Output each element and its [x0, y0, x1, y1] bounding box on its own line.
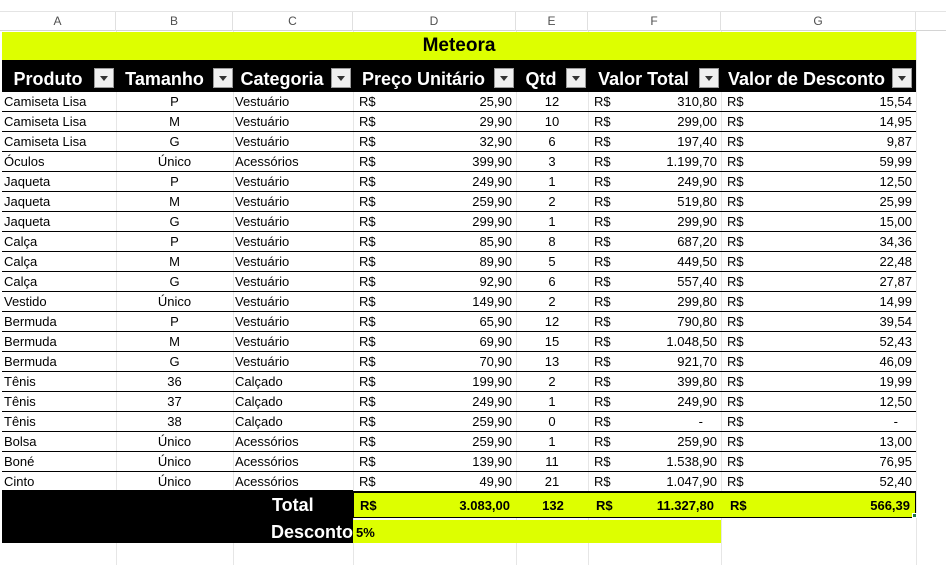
- cell-produto[interactable]: Camiseta Lisa: [4, 134, 87, 149]
- cell-tamanho[interactable]: P: [170, 94, 179, 109]
- table-row: [2, 272, 916, 292]
- cell-produto[interactable]: Boné: [4, 454, 35, 469]
- cell-tamanho[interactable]: Único: [157, 294, 192, 309]
- cell-desconto[interactable]: 12,50: [879, 394, 912, 409]
- cell-qtd[interactable]: 1: [548, 394, 556, 409]
- cell-preco[interactable]: 25,90: [479, 94, 512, 109]
- cell-total-currency[interactable]: R$: [594, 194, 611, 209]
- cell-desconto[interactable]: 9,87: [886, 134, 912, 149]
- filter-dropdown-icon[interactable]: [213, 68, 233, 88]
- cell-desconto-currency[interactable]: R$: [727, 234, 744, 249]
- table-row: [2, 452, 916, 472]
- cell-qtd[interactable]: 11: [545, 454, 559, 469]
- cell-desconto[interactable]: 13,00: [879, 434, 912, 449]
- cell-preco[interactable]: 49,90: [479, 474, 512, 489]
- cell-preco-currency[interactable]: R$: [359, 134, 376, 149]
- cell-tamanho[interactable]: Único: [157, 474, 192, 489]
- total-desconto[interactable]: 566,39: [870, 498, 910, 513]
- cell-qtd[interactable]: 6: [548, 134, 556, 149]
- cell-preco-currency[interactable]: R$: [359, 434, 376, 449]
- table-row: [2, 372, 916, 392]
- total-preco-currency[interactable]: R$: [360, 498, 377, 513]
- column-header-e[interactable]: E: [516, 12, 588, 31]
- cell-total[interactable]: 259,90: [677, 434, 717, 449]
- cell-preco-currency[interactable]: R$: [359, 194, 376, 209]
- cell-total[interactable]: 399,80: [677, 374, 717, 389]
- cell-preco[interactable]: 249,90: [472, 394, 512, 409]
- table-row: [2, 232, 916, 252]
- cell-total-currency[interactable]: R$: [594, 294, 611, 309]
- cell-preco[interactable]: 69,90: [479, 334, 512, 349]
- cell-preco[interactable]: 32,90: [479, 134, 512, 149]
- cell-total[interactable]: 249,90: [677, 394, 717, 409]
- cell-tamanho[interactable]: G: [169, 354, 180, 369]
- cell-desconto-currency[interactable]: R$: [727, 414, 744, 429]
- header-preco[interactable]: Preço Unitário: [361, 69, 486, 89]
- totals-row: [353, 492, 916, 518]
- cell-qtd[interactable]: 12: [544, 314, 560, 329]
- cell-produto[interactable]: Jaqueta: [4, 194, 51, 209]
- cell-preco-currency[interactable]: R$: [359, 474, 376, 489]
- cell-produto[interactable]: Calça: [4, 234, 38, 249]
- cell-qtd[interactable]: 0: [548, 414, 556, 429]
- cell-produto[interactable]: Tênis: [4, 394, 36, 409]
- cell-produto[interactable]: Bermuda: [4, 354, 57, 369]
- cell-produto[interactable]: Cinto: [4, 474, 35, 489]
- cell-produto[interactable]: Bermuda: [4, 314, 57, 329]
- grid-line: [916, 31, 917, 565]
- cell-preco-currency[interactable]: R$: [359, 294, 376, 309]
- cell-desconto-currency[interactable]: R$: [727, 94, 744, 109]
- cell-tamanho[interactable]: G: [169, 214, 180, 229]
- toolbar-strip: [0, 0, 946, 12]
- cell-produto[interactable]: Bermuda: [4, 334, 57, 349]
- cell-qtd[interactable]: 13: [544, 354, 560, 369]
- cell-total[interactable]: 1.048,50: [666, 334, 717, 349]
- cell-desconto-currency[interactable]: R$: [727, 394, 744, 409]
- cell-categoria[interactable]: Acessórios: [235, 154, 299, 169]
- cell-total-currency[interactable]: R$: [594, 174, 611, 189]
- cell-desconto-currency[interactable]: R$: [727, 194, 744, 209]
- cell-produto[interactable]: Camiseta Lisa: [4, 114, 87, 129]
- cell-total-currency[interactable]: R$: [594, 454, 611, 469]
- cell-preco[interactable]: 249,90: [472, 174, 512, 189]
- total-valor-currency[interactable]: R$: [596, 498, 613, 513]
- cell-categoria[interactable]: Vestuário: [235, 114, 290, 129]
- column-header-bar: [0, 12, 946, 31]
- column-header-f[interactable]: F: [588, 12, 721, 31]
- cell-desconto-currency[interactable]: R$: [727, 114, 744, 129]
- cell-total[interactable]: 519,80: [677, 194, 717, 209]
- cell-total[interactable]: 921,70: [677, 354, 717, 369]
- cell-preco-currency[interactable]: R$: [359, 354, 376, 369]
- cell-qtd[interactable]: 2: [548, 194, 556, 209]
- cell-total-currency[interactable]: R$: [594, 114, 611, 129]
- fill-handle[interactable]: [912, 513, 917, 518]
- cell-qtd[interactable]: 10: [544, 114, 560, 129]
- table-row: [2, 192, 916, 212]
- total-qtd[interactable]: 132: [542, 498, 564, 513]
- cell-desconto[interactable]: 59,99: [879, 154, 912, 169]
- cell-total[interactable]: 299,90: [677, 214, 717, 229]
- cell-preco[interactable]: 29,90: [479, 114, 512, 129]
- cell-tamanho[interactable]: M: [169, 194, 180, 209]
- cell-desconto-currency[interactable]: R$: [727, 274, 744, 289]
- cell-produto[interactable]: Vestido: [4, 294, 47, 309]
- cell-total-currency[interactable]: R$: [594, 214, 611, 229]
- table-row: [2, 112, 916, 132]
- header-categoria[interactable]: Categoria: [240, 69, 324, 89]
- cell-categoria[interactable]: Calçado: [235, 394, 283, 409]
- cell-preco[interactable]: 259,90: [472, 434, 512, 449]
- table-row: [2, 172, 916, 192]
- table-row: [2, 132, 916, 152]
- cell-qtd[interactable]: 2: [548, 374, 556, 389]
- cell-tamanho[interactable]: M: [169, 114, 180, 129]
- cell-preco[interactable]: 85,90: [479, 234, 512, 249]
- header-total[interactable]: Valor Total: [598, 69, 689, 89]
- cell-desconto-currency[interactable]: R$: [727, 154, 744, 169]
- table-row: [2, 252, 916, 272]
- column-header-a[interactable]: A: [0, 12, 116, 31]
- cell-preco-currency[interactable]: R$: [359, 274, 376, 289]
- cell-preco-currency[interactable]: R$: [359, 394, 376, 409]
- cell-total-currency[interactable]: R$: [594, 314, 611, 329]
- cell-preco[interactable]: 139,90: [472, 454, 512, 469]
- cell-desconto[interactable]: 34,36: [879, 234, 912, 249]
- cell-qtd[interactable]: 2: [548, 294, 556, 309]
- cell-total[interactable]: 1.199,70: [666, 154, 717, 169]
- cell-total-currency[interactable]: R$: [594, 354, 611, 369]
- cell-tamanho[interactable]: G: [169, 274, 180, 289]
- table-row: [2, 292, 916, 312]
- cell-preco[interactable]: 70,90: [479, 354, 512, 369]
- cell-preco[interactable]: 259,90: [472, 414, 512, 429]
- cell-desconto[interactable]: 52,43: [879, 334, 912, 349]
- cell-tamanho[interactable]: 37: [167, 394, 182, 409]
- cell-produto[interactable]: Jaqueta: [4, 214, 51, 229]
- cell-total[interactable]: 449,50: [677, 254, 717, 269]
- cell-desconto[interactable]: 39,54: [879, 314, 912, 329]
- cell-desconto[interactable]: 12,50: [879, 174, 912, 189]
- cell-total-currency[interactable]: R$: [594, 154, 611, 169]
- cell-tamanho[interactable]: Único: [157, 454, 192, 469]
- cell-desconto-currency[interactable]: R$: [727, 474, 744, 489]
- cell-total-currency[interactable]: R$: [594, 434, 611, 449]
- cell-preco[interactable]: 299,90: [472, 214, 512, 229]
- cell-produto[interactable]: Tênis: [4, 414, 36, 429]
- cell-categoria[interactable]: Vestuário: [235, 294, 290, 309]
- cell-desconto[interactable]: 25,99: [879, 194, 912, 209]
- cell-tamanho[interactable]: P: [170, 234, 179, 249]
- cell-desconto-currency[interactable]: R$: [727, 354, 744, 369]
- cell-qtd[interactable]: 1: [548, 174, 556, 189]
- cell-qtd[interactable]: 21: [544, 474, 560, 489]
- cell-desconto[interactable]: 15,00: [879, 214, 912, 229]
- cell-total[interactable]: 197,40: [677, 134, 717, 149]
- table-title[interactable]: Meteora: [2, 32, 916, 60]
- table-row: [2, 92, 916, 112]
- cell-produto[interactable]: Jaqueta: [4, 174, 51, 189]
- column-header-g[interactable]: G: [721, 12, 916, 31]
- cell-total[interactable]: 790,80: [677, 314, 717, 329]
- cell-desconto-currency[interactable]: R$: [727, 314, 744, 329]
- cell-qtd[interactable]: 1: [548, 214, 556, 229]
- cell-preco[interactable]: 65,90: [479, 314, 512, 329]
- cell-desconto-currency[interactable]: R$: [727, 454, 744, 469]
- cell-categoria[interactable]: Vestuário: [235, 174, 290, 189]
- header-tamanho[interactable]: Tamanho: [125, 69, 204, 89]
- cell-desconto-currency[interactable]: R$: [727, 254, 744, 269]
- column-header-d[interactable]: D: [353, 12, 516, 31]
- header-qtd[interactable]: Qtd: [525, 69, 557, 89]
- cell-categoria[interactable]: Vestuário: [235, 254, 290, 269]
- totals-label-block: [2, 490, 353, 543]
- cell-tamanho[interactable]: Único: [157, 434, 192, 449]
- filter-dropdown-icon[interactable]: [494, 68, 514, 88]
- cell-total[interactable]: 557,40: [677, 274, 717, 289]
- cell-tamanho[interactable]: M: [169, 334, 180, 349]
- filter-dropdown-icon[interactable]: [566, 68, 586, 88]
- cell-categoria[interactable]: Vestuário: [235, 274, 290, 289]
- cell-preco-currency[interactable]: R$: [359, 94, 376, 109]
- cell-preco-currency[interactable]: R$: [359, 414, 376, 429]
- cell-produto[interactable]: Calça: [4, 254, 38, 269]
- cell-qtd[interactable]: 8: [548, 234, 556, 249]
- cell-desconto[interactable]: -: [893, 414, 898, 429]
- cell-qtd[interactable]: 1: [548, 434, 556, 449]
- cell-produto[interactable]: Calça: [4, 274, 38, 289]
- table-header: [2, 60, 916, 92]
- table-row: [2, 312, 916, 332]
- cell-tamanho[interactable]: Único: [157, 154, 192, 169]
- cell-preco[interactable]: 149,90: [472, 294, 512, 309]
- cell-produto[interactable]: Tênis: [4, 374, 36, 389]
- table-row: [2, 212, 916, 232]
- header-desconto[interactable]: Valor de Desconto: [727, 69, 886, 89]
- cell-total-currency[interactable]: R$: [594, 334, 611, 349]
- cell-desconto-currency[interactable]: R$: [727, 374, 744, 389]
- cell-desconto-currency[interactable]: R$: [727, 174, 744, 189]
- total-desconto-currency[interactable]: R$: [730, 498, 747, 513]
- cell-categoria[interactable]: Vestuário: [235, 234, 290, 249]
- cell-categoria[interactable]: Vestuário: [235, 194, 290, 209]
- cell-preco-currency[interactable]: R$: [359, 454, 376, 469]
- cell-categoria[interactable]: Acessórios: [235, 454, 299, 469]
- cell-qtd[interactable]: 5: [548, 254, 556, 269]
- cell-preco-currency[interactable]: R$: [359, 214, 376, 229]
- cell-total[interactable]: 299,00: [677, 114, 717, 129]
- table-row: [2, 352, 916, 372]
- cell-qtd[interactable]: 3: [548, 154, 556, 169]
- cell-categoria[interactable]: Vestuário: [235, 94, 290, 109]
- cell-produto[interactable]: Bolsa: [4, 434, 37, 449]
- filter-dropdown-icon[interactable]: [892, 68, 912, 88]
- cell-total-currency[interactable]: R$: [594, 414, 611, 429]
- cell-total-currency[interactable]: R$: [594, 134, 611, 149]
- cell-tamanho[interactable]: 38: [167, 414, 182, 429]
- table-row: [2, 412, 916, 432]
- cell-total-currency[interactable]: R$: [594, 394, 611, 409]
- filter-dropdown-icon[interactable]: [94, 68, 114, 88]
- cell-total-currency[interactable]: R$: [594, 374, 611, 389]
- cell-preco[interactable]: 92,90: [479, 274, 512, 289]
- cell-desconto[interactable]: 76,95: [879, 454, 912, 469]
- discount-label[interactable]: Desconto: [271, 522, 354, 542]
- cell-categoria[interactable]: Vestuário: [235, 314, 290, 329]
- cell-tamanho[interactable]: P: [170, 174, 179, 189]
- cell-categoria[interactable]: Calçado: [235, 414, 283, 429]
- cell-total-currency[interactable]: R$: [594, 474, 611, 489]
- cell-desconto[interactable]: 19,99: [879, 374, 912, 389]
- total-preco[interactable]: 3.083,00: [459, 498, 510, 513]
- cell-desconto[interactable]: 22,48: [879, 254, 912, 269]
- cell-preco-currency[interactable]: R$: [359, 234, 376, 249]
- cell-total[interactable]: 1.047,90: [666, 474, 717, 489]
- column-header-b[interactable]: B: [116, 12, 233, 31]
- cell-produto[interactable]: Camiseta Lisa: [4, 94, 87, 109]
- cell-desconto[interactable]: 27,87: [879, 274, 912, 289]
- total-valor[interactable]: 11.327,80: [656, 498, 714, 513]
- cell-preco-currency[interactable]: R$: [359, 254, 376, 269]
- cell-produto[interactable]: Óculos: [4, 154, 45, 169]
- cell-tamanho[interactable]: M: [169, 254, 180, 269]
- cell-categoria[interactable]: Vestuário: [235, 334, 290, 349]
- header-produto[interactable]: Produto: [13, 69, 83, 89]
- table-row: [2, 392, 916, 412]
- cell-desconto[interactable]: 52,40: [879, 474, 912, 489]
- cell-desconto-currency[interactable]: R$: [727, 134, 744, 149]
- cell-qtd[interactable]: 6: [548, 274, 556, 289]
- cell-desconto-currency[interactable]: R$: [727, 334, 744, 349]
- cell-preco-currency[interactable]: R$: [359, 314, 376, 329]
- cell-qtd[interactable]: 12: [544, 94, 560, 109]
- cell-total[interactable]: 249,90: [677, 174, 717, 189]
- cell-desconto-currency[interactable]: R$: [727, 214, 744, 229]
- cell-total[interactable]: 310,80: [677, 94, 717, 109]
- cell-total[interactable]: -: [698, 414, 703, 429]
- cell-desconto-currency[interactable]: R$: [727, 434, 744, 449]
- cell-preco-currency[interactable]: R$: [359, 374, 376, 389]
- cell-categoria[interactable]: Acessórios: [235, 474, 299, 489]
- cell-preco[interactable]: 399,90: [472, 154, 512, 169]
- cell-total-currency[interactable]: R$: [594, 274, 611, 289]
- cell-preco-currency[interactable]: R$: [359, 154, 376, 169]
- cell-categoria[interactable]: Vestuário: [235, 354, 290, 369]
- cell-desconto[interactable]: 14,95: [879, 114, 912, 129]
- cell-total-currency[interactable]: R$: [594, 254, 611, 269]
- cell-qtd[interactable]: 15: [544, 334, 560, 349]
- cell-desconto[interactable]: 14,99: [879, 294, 912, 309]
- cell-preco[interactable]: 259,90: [472, 194, 512, 209]
- table-row: [2, 332, 916, 352]
- cell-categoria[interactable]: Calçado: [235, 374, 283, 389]
- column-header-c[interactable]: C: [233, 12, 353, 31]
- cell-total[interactable]: 1.538,90: [666, 454, 717, 469]
- cell-categoria[interactable]: Acessórios: [235, 434, 299, 449]
- cell-desconto-currency[interactable]: R$: [727, 294, 744, 309]
- cell-desconto[interactable]: 15,54: [879, 94, 912, 109]
- cell-total[interactable]: 687,20: [677, 234, 717, 249]
- cell-preco-currency[interactable]: R$: [359, 174, 376, 189]
- cell-tamanho[interactable]: 36: [167, 374, 182, 389]
- cell-preco-currency[interactable]: R$: [359, 334, 376, 349]
- discount-value-cell[interactable]: 5%: [353, 520, 721, 543]
- cell-tamanho[interactable]: P: [170, 314, 179, 329]
- cell-total-currency[interactable]: R$: [594, 234, 611, 249]
- table-row: [2, 472, 916, 492]
- table-row: [2, 152, 916, 172]
- cell-preco-currency[interactable]: R$: [359, 114, 376, 129]
- total-label[interactable]: Total: [272, 495, 314, 515]
- cell-desconto[interactable]: 46,09: [879, 354, 912, 369]
- filter-dropdown-icon[interactable]: [699, 68, 719, 88]
- filter-dropdown-icon[interactable]: [331, 68, 351, 88]
- cell-total-currency[interactable]: R$: [594, 94, 611, 109]
- cell-preco[interactable]: 199,90: [472, 374, 512, 389]
- table-row: [2, 432, 916, 452]
- cell-categoria[interactable]: Vestuário: [235, 134, 290, 149]
- cell-categoria[interactable]: Vestuário: [235, 214, 290, 229]
- cell-preco[interactable]: 89,90: [479, 254, 512, 269]
- cell-total[interactable]: 299,80: [677, 294, 717, 309]
- cell-tamanho[interactable]: G: [169, 134, 180, 149]
